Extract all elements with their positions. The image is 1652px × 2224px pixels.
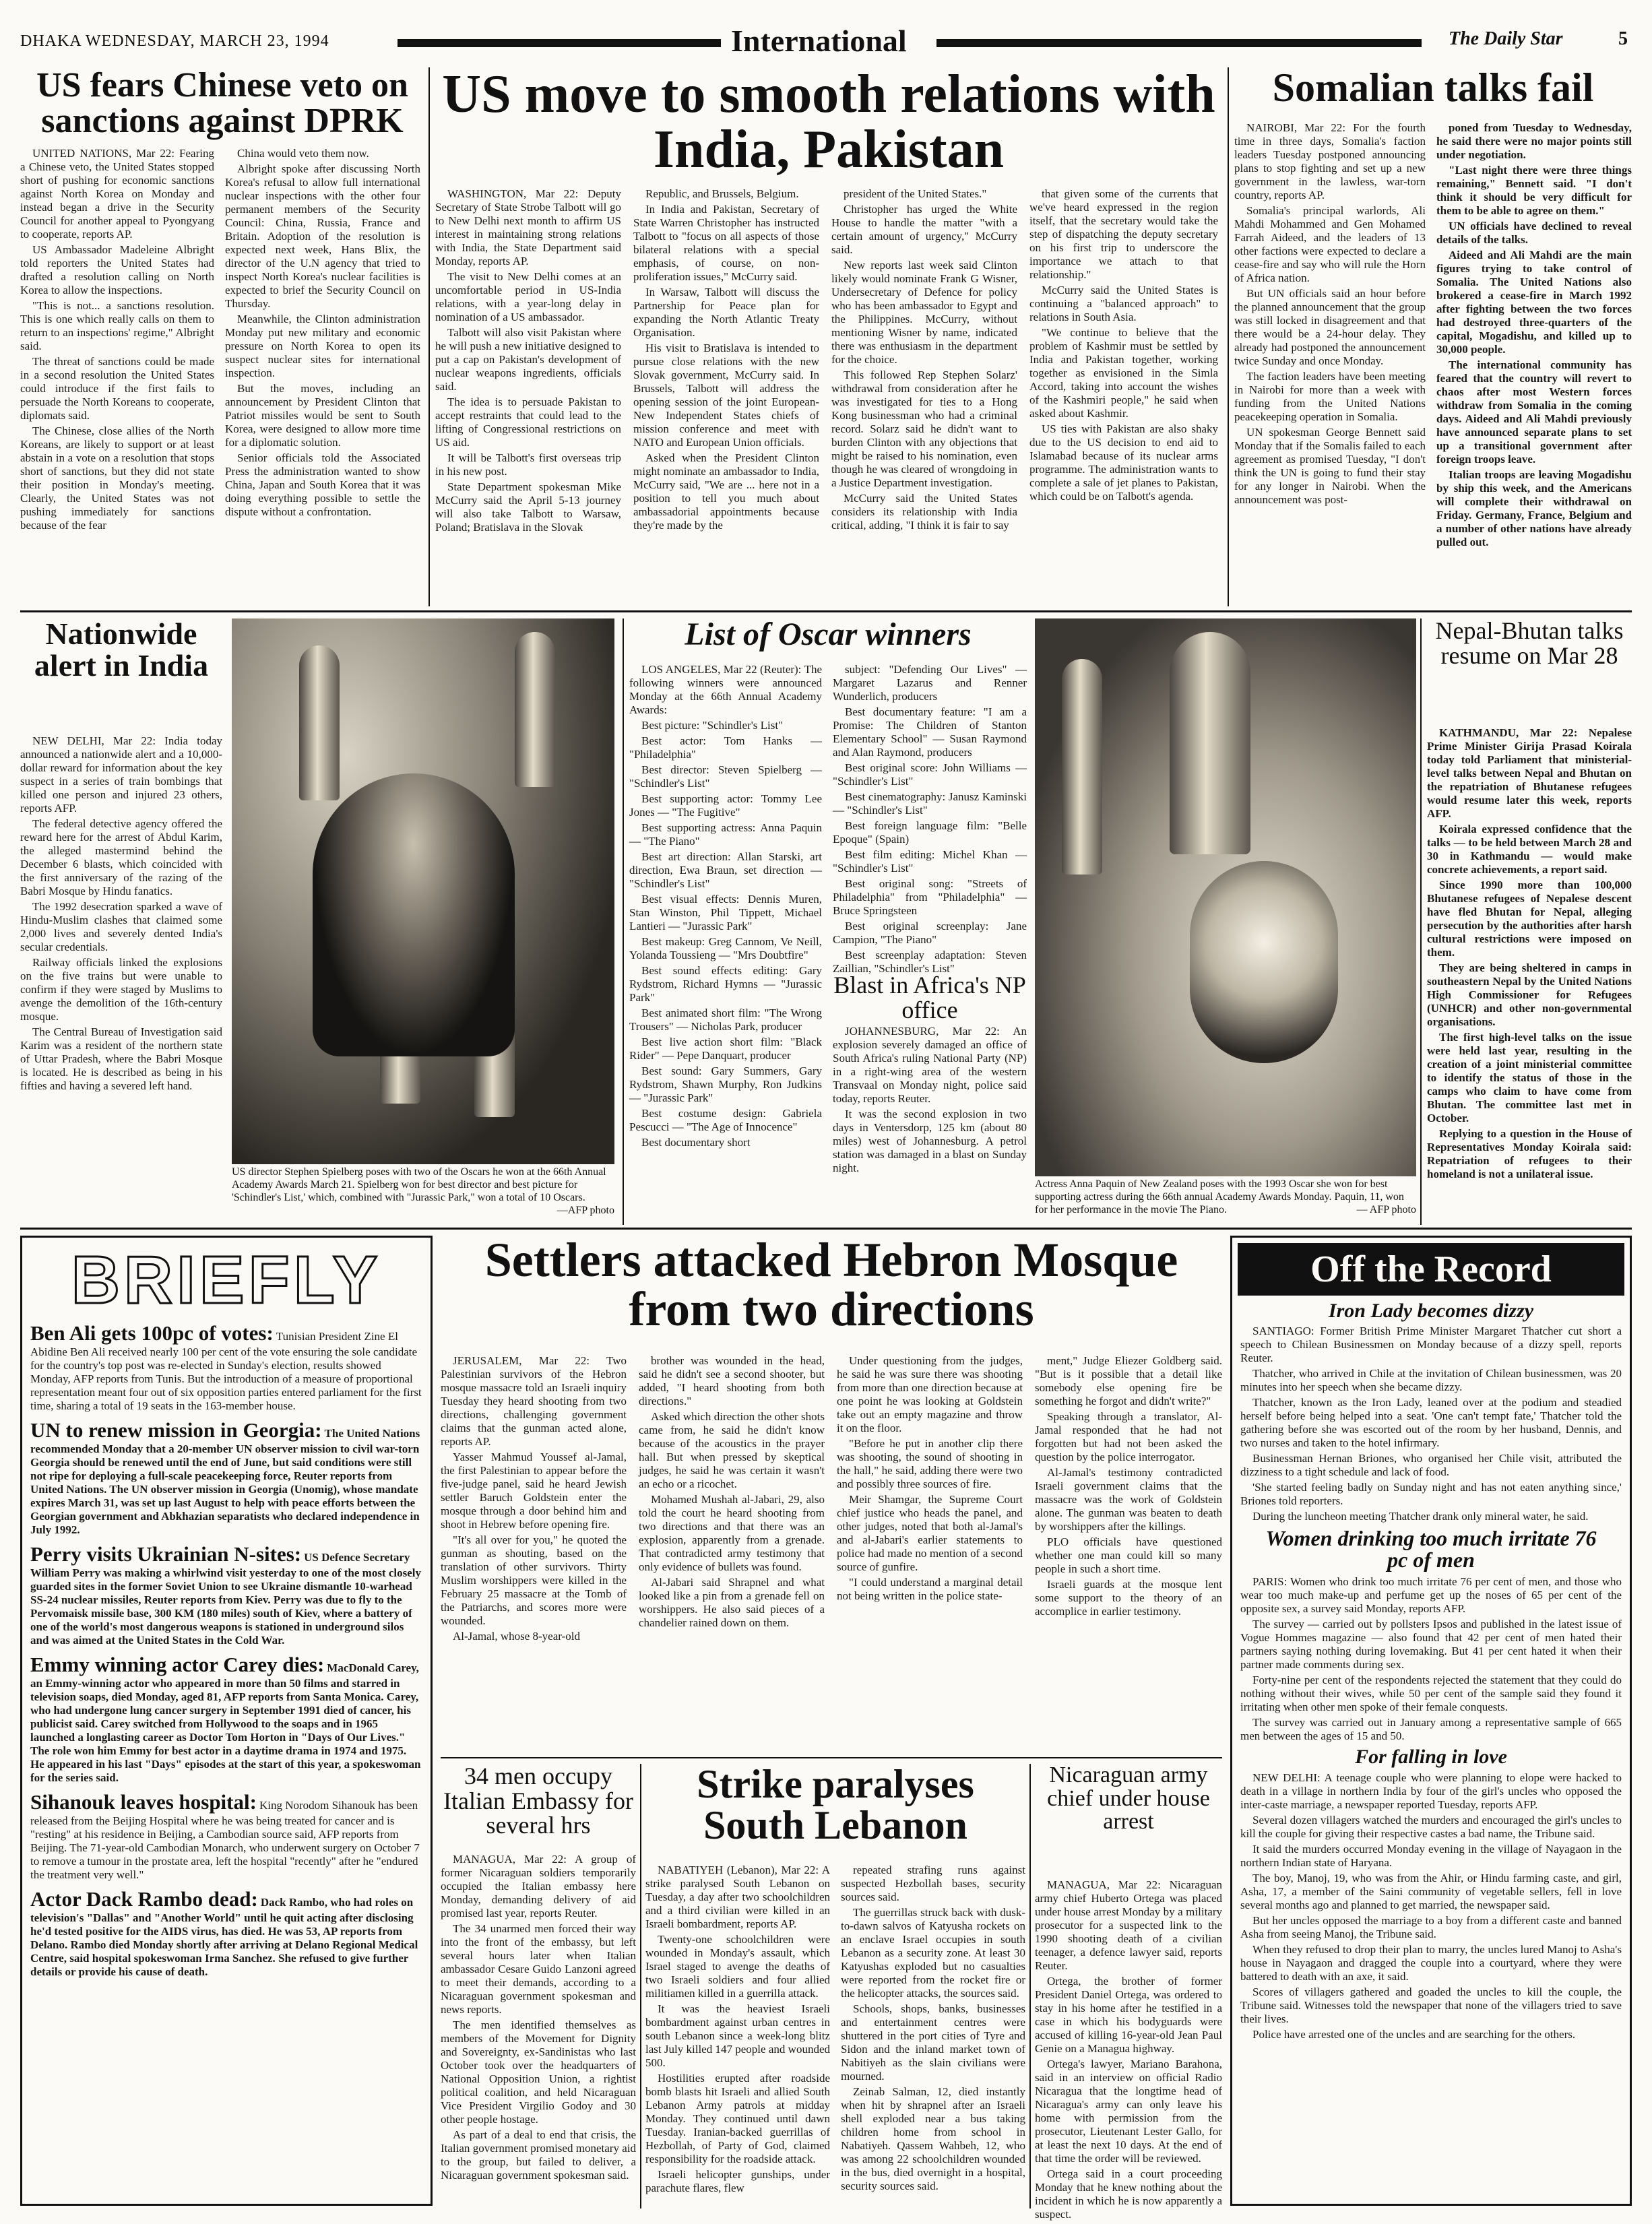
page-number: 5 (1618, 28, 1628, 49)
briefly-item: UN to renew mission in Georgia: The United Nations recommended Monday that a 20-member UN observer mission to civil war-torn Georgia should be renewed until the end of June, but said conditions were still not ripe for deploying a full-scale peacekeeping force, Reuter reports from United Nations. The UN observer mission in Georgia (Unomig), whose mandate expires March 31, was set up last August to help with peace efforts between the Georgian government and Abkhazian separatists who declared independence in July 1992. (30, 1418, 420, 1536)
oscar-list-headline: List of Oscar winners (685, 616, 972, 652)
off-record-box (1230, 1236, 1632, 2206)
blast-story: Blast in Africa's NP office JOHANNESBURG, Mar 22: An explosion severely damaged an office of South Africa's ruling National Party (NP) in a right-wing area of the western Transvaal on Monday night, police said today, reports Reuter. It was the second explosion in two days in Ventersdorp, 125 km (about 80 miles) west of Johannesburg. A petrol station was damaged in a blast on Sunday night. (833, 972, 1027, 1175)
nationwide-headline: Nationwide alert in India (34, 616, 209, 682)
briefly-item: Emmy winning actor Carey dies: MacDonald Carey, an Emmy-winning actor who appeared in more than 50 films and starred in television soaps, died Monday, aged 81, AFP reports from Santa Monica. Carey, who had undergone lung cancer surgery in September 1991 died of cancer, his publicist said. Carey switched from Hollywood to the soaps and in 1965 launched a longlasting career as Doctor Tom Horton in "Days of Our Lives." The role won him Emmy for best actor in a daytime drama in 1974 and 1975. He appeared in his last "Days" episodes at the start of this year, a spokeswoman for the series said. (30, 1653, 421, 1784)
briefly-item: Sihanouk leaves hospital: King Norodom Sihanouk has been released from the Beijing Hospital where he was being treated for cancer and is "resting" at his residence in Beijing, a Cambodian source said, AFP reports from Beijing. The 71-year-old Cambodian Monarch, who underwent surgery on October 7 to remove a tumour in the prostate area, left the hospital "recently" after he "endured the treatment very well." (30, 1790, 420, 1881)
dprk-story (20, 67, 424, 606)
column-rule (1228, 67, 1229, 606)
nationwide-body: NEW DELHI, Mar 22: India today announced a nationwide alert and a 10,000-dollar reward for information about the key suspect in a series of train bombings that killed one person and injured 23 others, reports AFP. The federal detective agency offered the reward here for the arrest of Abdul Karim, the alleged mastermind behind the December 6 blasts, which coincided with the first anniversary of the razing of the Babri Mosque by Hindu fanatics. The 1992 desecration sparked a wave of Hindu-Muslim clashes that claimed some 2,000 lives and severely dented India's secular credentials. Railway officials linked the explosions on the five trains but were unable to confirm if they were staged by Muslims to avenge the demolition of the 16th-century mosque. The Central Bureau of Investigation said Karim was a resident of the northern state of Uttar Pradesh, where the Babri Mosque is located. He is described as being in his fifties and having a severed left hand. (20, 734, 222, 1092)
hebron-headline: Settlers attacked Hebron Mosque from two directions (484, 1233, 1178, 1337)
lebanon-story (645, 1764, 1025, 2209)
briefly-item: Actor Dack Rambo dead: Dack Rambo, who had roles on television's "Dallas" and "Another World" until he quit acting after disclosing he'd tested positive for the AIDS virus, has died. He was 53, AP reports from Delano. Rambo died Monday shortly after arriving at Delano Regional Medical Centre, said hospital spokeswoman Irma Sanchez. She refused to give further details or provide his cause of death. (30, 1887, 418, 1978)
paquin-figure (1190, 861, 1338, 1063)
column-rule (1029, 1764, 1031, 2209)
ip-col3: president of the United States." Christopher has urged the White House to handle the matter "with a certain amount of urgency," McCurry said. New reports last week said Clinton likely would nominate Frank G Wisner, Undersecretary of Defence for policy who has been ambassador to Egypt and the Philippines. McCurry, without mentioning Wisner by name, indicated there was enthusiasm in the department for the choice. This followed Rep Stephen Solarz' withdrawal from consideration after he was investigated for ties to a Hong Kong businessman who had a criminal record. Solarz said he didn't want to burden Clinton with any objections that might be raised to his nomination, even though he was cleared of wrongdoing in a Justice Department investigation. McCurry said the United States considers its relationship with India critical, adding, "I think it is fair to say (831, 187, 1017, 532)
column-rule (428, 67, 430, 606)
dprk-col2 (225, 147, 420, 605)
hebron-col1: JERUSALEM, Mar 22: Two Palestinian survivors of the Hebron mosque massacre told an Israeli inquiry Tuesday they heard shooting from two directions, challenging government claims that the gunman acted alone, reports AP. Yasser Mahmud Youssef al-Jamal, the first Palestinian to appear before the five-judge panel, said he heard Jewish settler Baruch Goldstein enter the mosque through a door behind him and shoot in Hebrew before opening fire. "It's all over for you," he quoted the gunman as shouting, based on the translation of other survivors. Thirty Muslim worshippers were killed in the February 25 massacre at the Tomb of the Patriarchs, and scores more were wounded. Al-Jamal, whose 8-year-old (441, 1354, 627, 1643)
off-record-title: Off the Record (1238, 1243, 1624, 1296)
somalia-headline: Somalian talks fail (1272, 65, 1594, 110)
somalia-col1: NAIROBI, Mar 22: For the fourth time in three days, Somalia's faction leaders Tuesday postponed announcing plans to stop fighting and set up a new government in the lawless, war-torn country, reports AP. Somalia's principal warlords, Ali Mahdi Mohammed and Gen Mohamed Farrah Aideed, and the leaders of 13 other factions were expected to declare a cease-fire and say who will rule the Horn of Africa nation. But UN officials said an hour before the planned announcement that the group was still locked in disagreement and that there would be a 24-hour delay. They already had postponed the announcement twice Sunday and once Monday. The faction leaders have been meeting in Nairobi for more than a week with funding from the United Nations peacekeeping operation in Somalia. UN spokesman George Bennett said Monday that if the Somalis failed to each agreement as promised Tuesday, "I don't think the UN is going to fund their stay for any longer in Nairobi. When the announcement was post- (1234, 121, 1426, 506)
oscar-statuette-image (515, 632, 555, 787)
briefly-box (20, 1236, 433, 2206)
briefly-title: BRIEFLY (71, 1242, 382, 1318)
lebanon-headline: Strike paralyses South Lebanon (697, 1762, 974, 1848)
dprk-col1-text: UNITED NATIONS, Mar 22: Fearing a Chinese veto, the United States stopped short of pushing for economic sanctions against North Korea on Monday and instead began a drive in the Security Council for another appeal to Pyongyang to cooperate, reports AP. US Ambassador Madeleine Albright told reporters the United States had drafted a resolution calling on North Korea to allow the inspections. "This is not... a sanctions resolution. This is one which really calls on them to return to an inspections' regime," Albright said. The threat of sanctions could be made in a second resolution the United States could introduce if the first fails to persuade the North Koreans to cooperate, diplomats said. The Chinese, close allies of the North Koreans, are likely to support or at least abstain in a vote on a resolution that stops short of sanctions, but they did not state their position in Monday's meeting. Clearly, the United States was not pushing immediately for sanctions because of the fear (20, 147, 214, 532)
hebron-story (441, 1233, 1222, 1754)
nicaragua-headline: Nicaraguan army chief under house arrest (1047, 1762, 1210, 1835)
column-rule (623, 618, 624, 1225)
oscar-statuette-image (299, 645, 340, 800)
embassy-headline: 34 men occupy Italian Embassy for several hrs (443, 1762, 633, 1839)
nepal-headline: Nepal-Bhutan talks resume on Mar 28 (1435, 617, 1624, 669)
nationwide-story (20, 618, 222, 1225)
embassy-story (441, 1764, 636, 2209)
section-divider (441, 1757, 1222, 1758)
section-rule-right (936, 39, 1422, 47)
oscar-col1: LOS ANGELES, Mar 22 (Reuter): The following winners were announced Monday at the 66th Annual Academy Awards: Best picture: "Schindler's List" Best actor: Tom Hanks — "Philadelphia" Best director: Steven Spielberg — "Schindler's List" Best supporting actor: Tommy Lee Jones — "The Fugitive" Best supporting actress: Anna Paquin — "The Piano" Best art direction: Allan Starski, art direction, Ewa Braun, set direction — "Schindler's List" Best visual effects: Dennis Muren, Stan Winston, Phil Tippett, Michael Lantieri — "Jurassic Park" Best makeup: Greg Cannom, Ve Neill, Yolanda Toussieng — "Mrs Doubtfire" Best sound effects editing: Gary Rydstrom, Richard Hymns — "Jurassic Park" Best animated short film: "The Wrong Trousers" — Nicholas Park, producer Best live action short film: "Black Rider" — Pepe Danquart, producer Best sound: Gary Summers, Gary Rydstrom, Shawn Murphy, Ron Judkins — "Jurassic Park" Best costume design: Gabriela Pescucci — "The Age of Innocence" Best documentary short (629, 663, 822, 1149)
section-divider (20, 1228, 1632, 1230)
blast-headline: Blast in Africa's NP office (833, 972, 1026, 1023)
dateline: DHAKA WEDNESDAY, MARCH 23, 1994 (20, 32, 329, 50)
oscar-statuette-image (1170, 632, 1250, 854)
lebanon-col2: repeated strafing runs against suspected Hezbollah bases, security sources said. The guerrillas struck back with dusk-to-dawn salvos of Katyusha rockets on an enclave Israel occupies in south Lebanon as a security zone. At least 30 Katyushas exploded but no casualties were reported from the rocket fire or the helicopter attacks, the sources said. Schools, shops, banks, businesses and entertainment centres were shuttered in the port cities of Tyre and Sidon and the inland market town of Nabitiyeh as the slain civilians were mourned. Zeinab Salman, 12, died instantly when hit by shrapnel after an Israeli shell exploded near a bus taking children home from school in Nabatiyeh. Qassem Wahbeh, 12, who was among 22 schoolchildren wounded in the bus, died overnight in a hospital, security sources said. (841, 1864, 1025, 2192)
india-pakistan-story (435, 67, 1222, 606)
oscar-col2: subject: "Defending Our Lives" — Margaret Lazarus and Renner Wunderlich, producers Best documentary feature: "I am a Promise: The Children of Stanton Elementary School" — Susan Raymond and Alan Raymond, producers Best original score: John Williams — "Schindler's List" Best cinematography: Janusz Kaminski — "Schindler's List" Best foreign language film: "Belle Epoque" (Spain) Best film editing: Michel Khan — "Schindler's List" Best original song: "Streets of Philadelphia" from "Philadelphia" — Bruce Springsteen Best original screenplay: Jane Campion, "The Piano" Best screenplay adaptation: Steven Zaillian, "Schindler's List" (833, 663, 1027, 975)
dprk-col2-text: China would veto them now. Albright spoke after discussing North Korea's refusal to allow full international nuclear inspections with the other four permanent members of the Security Council: China, Russia, France and Britain. Adoption of the resolution is expected next week, Hans Blix, the director of the U.N agency that tried to inspect North Korea's nuclear facilities is expected to brief the Security Council on Thursday. Meanwhile, the Clinton administration Monday put new military and economic pressure on North Korea to open its suspect nuclear sites for international inspection. But the moves, including an announcement by President Clinton that Patriot missiles would be sent to South Korea, were designed to allow more time for a diplomatic solution. Senior officials told the Associated Press the administration wanted to show China, Japan and South Korea that it was doing everything possible to settle the dispute without a confrontation. (225, 147, 420, 518)
hebron-col2: brother was wounded in the head, said he didn't see a second shooter, but added, "I heard shooting from both directions." Asked which direction the other shots came from, he said he didn't know because of the acoustics in the prayer hall. But when pressed by skeptical judges, he said he was certain it wasn't an echo or a ricochet. Mohamed Mushah al-Jabari, 29, also told the court he heard shooting from two directions and that there was an explosion, apparently from a grenade. That contradicted army testimony that only evidence of bullets was found. Al-Jabari said Shrapnel and what looked like a pin from a grenade fell on worshippers. He also said pieces of a chandelier rained down on them. (639, 1354, 825, 1629)
somalia-story (1234, 67, 1632, 606)
nepal-body: KATHMANDU, Mar 22: Nepalese Prime Minister Girija Prasad Koirala today told Parliament that ministerial-level talks between Nepal and Bhutan on the repatriation of Bhutanese refugees would resume later this week, reports AFP. Koirala expressed confidence that the talks — to be held between March 28 and 30 in Kathmandu — would make concrete achievements, a report said. Since 1990 more than 100,000 Bhutanese refugees of Nepalese descent have fled Bhutan for Nepal, alleging persecution by the authorities after harsh cultural restrictions were imposed on them. They are being sheltered in camps in southeastern Nepal by the United Nations High Commissioner for Refugees (UNHCR) and other non-governmental organisations. The first high-level talks on the issue were held last year, resulting in the creation of a joint ministerial committee to identify the status of those in the camps who claim to have come from Bhutan. The committee last met in October. Replying to a question in the House of Representatives Monday Koirala said: Repatriation of refugees to their homeland is not a unilateral issue. (1427, 726, 1632, 1180)
ip-col2: Republic, and Brussels, Belgium. In India and Pakistan, Secretary of State Warren Christopher has instructed Talbott to "focus on all aspects of those bilateral relations with a special emphasis, of course, on non-proliferation issues," McCurry said. In Warsaw, Talbott will discuss the Partnership for Peace plan for expanding the North Atlantic Treaty Organisation. His visit to Bratislava is intended to pursue close relations with the new Slovak government, McCurry said. In Brussels, Talbott will address the opening session of the joint European-New Independent States chiefs of mission conference and meet with NATO and European Union officials. Asked when the President Clinton might nominate an ambassador to India, McCurry said, "We are ... here not in a position to tell you much about ambassadorial appointments because they're made by the (633, 187, 819, 532)
column-rule (1420, 618, 1422, 1225)
off-record-story: Iron Lady becomes dizzy SANTIAGO: Former British Prime Minister Margaret Thatcher cut short a speech to Chilean Businessmen on Monday because of a dizzy spell, reports Reuter. Thatcher, who arrived in Chile at the invitation of Chilean businessmen, was 20 minutes into her speech when she became dizzy. Thatcher, known as the Iron Lady, leaned over at the podium and steadied herself before being helped into a seat. 'One can't tempt fate,' Thatcher told the gathering before she was escorted out of the room by her husband, Dennis, and two nurses and taken to the hotel infirmary. Businessman Hernan Briones, who organised her Chile visit, attributed the dizziness to a tight schedule and lack of food. 'She started feeling badly on Sunday night and has not eaten anything since,' Briones told reporters. During the luncheon meeting Thatcher drank only mineral water, he said. (1240, 1300, 1622, 1523)
spielberg-caption: US director Stephen Spielberg poses with two of the Oscars he won at the 66th Annual Academy Awards March 21. Spielberg won for best director and best picture for 'Schindler's List,' which, combined with "Jurassic Park," won a total of 10 Oscars. —AFP photo (232, 1166, 614, 1216)
ip-col1: WASHINGTON, Mar 22: Deputy Secretary of State Strobe Talbott will go to New Delhi next month to affirm US interest in maintaining strong relations with India, the State Department said Monday, reports AP. The visit to New Delhi comes at an uncomfortable period in US-India relations, with a year-long delay in nomination of a US ambassador. Talbott will also visit Pakistan where he will push a new initiative designed to put a cap on Pakistan's development of nuclear weapons ingredients, officials said. The idea is to persuade Pakistan to accept restraints that could lead to the lifting of Congressional restrictions on US aid. It will be Talbott's first overseas trip in his new post. State Department spokesman Mike McCurry said the April 5-13 journey will also take Talbott to Warsaw, Poland; Bratislava in the Slovak (435, 187, 621, 534)
somalia-col2: poned from Tuesday to Wednesday, he said there were no major points still under negotiation. "Last night there were three things remaining," Bennett said. "I don't think it should be very difficult for them to be able to agree on them." UN officials have declined to reveal details of the talks. Aideed and Ali Mahdi are the main figures trying to take control of Somalia. The United Nations also brokered a cease-fire in March 1992 after fighting between the two forces had destroyed three-quarters of the capital, Mogadishu, and killed up to 30,000 people. The international community has feared that the country will revert to chaos after most Western forces withdraw from Somalia in the coming days. Aideed and Ali Mahdi previously have announced separate plans to set up a transitional government after foreign troops leave. Italian troops are leaving Mogadishu by ship this week, and the Americans will complete their withdrawal on Friday. Germany, France, Belgium and a number of other nations have already pulled out. (1436, 121, 1632, 548)
dprk-col1 (20, 147, 214, 605)
column-rule (640, 1764, 641, 2209)
off-record-story: Women drinking too much irritate 76 pc of men PARIS: Women who drink too much irritate 76 per cent of men, and those who wear too much make-up and perfume get up the noses of 65 per cent of the opposite sex, a survey said Monday, reports AFP. The survey — carried out by pollsters Ipsos and published in the latest issue of Vogue Hommes magazine — also found that 42 per cent of men hated their partners saying nothing during lovemaking. But 41 per cent hated it when their partner made comments during sex. Forty-nine per cent of the respondents rejected the statement that they could do nothing without their wives, while 50 per cent of the sample said they found it irritating when other men spoke of their female conquests. The survey was carried out in January among a representative sample of 665 men between the ages of 15 and 50. (1240, 1525, 1622, 1742)
off-record-story: For falling in love NEW DELHI: A teenage couple who were planning to elope were hacked to death in a village in northern India by four of the girl's uncles who opposed the inter-caste marriage, a newspaper reported Tuesday, reports AFP. Several dozen villagers watched the murders and encouraged the girl's uncles to kill the couple for giving their respective castes a bad name, the Tribune said. It said the murders occurred Monday evening in the village of Nayagaon in the northern Indian state of Haryana. The boy, Manoj, 19, who was from the Ahir, or Hindu farming caste, and girl, Asha, 17, a member of the Saini community of vegetable sellers, fell in love several months ago and planned to get married, the newspaper said. But her uncles opposed the marriage to a boy from a different caste and banned Asha from seeing Manoj, the Tribune said. When they refused to drop their plan to marry, the uncles lured Manoj to Asha's house in Nayagaon and dragged the couple into a courtyard, where they were battered to death with an axe, it said. Scores of villagers gathered and goaded the uncles to kill the couple, the Tribune said. Witnesses told the newspaper that none of the villagers tried to save their lives. Police have arrested one of the uncles and are searching for the others. (1240, 1745, 1622, 2041)
india-pakistan-headline: US move to smooth relations with India, Pakistan (442, 65, 1215, 179)
spielberg-figure (313, 773, 515, 1056)
paquin-caption: Actress Anna Paquin of New Zealand poses with the 1993 Oscar she won for best supporting actress during the 66th annual Academy Awards Monday. Paquin, 11, won for her performance in the movie The Piano. — AFP photo (1035, 1178, 1416, 1215)
briefly-item: Ben Ali gets 100pc of votes: Tunisian President Zine El Abidine Ben Ali received nearly 100 per cent of the vote ensuring the sole candidate for the country's top post was re-elected in Sunday's election, results showed Monday, AFP reports from Tunis. But the introduction of a measure of proportional representation meant four out of six opposition parties entered parliament for the first time, sharing a total of 19 seats in the 163-member house. (30, 1321, 422, 1412)
paquin-photo (1035, 618, 1416, 1176)
masthead (20, 24, 1632, 58)
nicaragua-story (1035, 1762, 1222, 2221)
dprk-headline: US fears Chinese veto on sanctions against DPRK (36, 66, 408, 141)
oscar-statuette-image (1062, 659, 1102, 875)
briefly-item: Perry visits Ukrainian N-sites: US Defence Secretary William Perry was making a whirlwind visit yesterday to one of the most closely guarded sites in the former Soviet Union to see Ukraine dismantle 10-warhead SS-24 nuclear missiles, Reuter reports from Kiev. Perry was due to fly to the Pervomaisk missile base, 300 KM (180 miles) south of Kiev, where a battery of one of the world's most dangerous weapons is stationed in underground silos and was aimed at the United States in the Cold War. (30, 1542, 422, 1647)
section-title: International (731, 24, 907, 58)
nicaragua-body: MANAGUA, Mar 22: Nicaraguan army chief Huberto Ortega was placed under house arrest Monday by a military prosecutor for a suspected link to the 1990 shooting death of a civilian teenager, a defence lawyer said, reports Reuter. Ortega, the brother of former President Daniel Ortega, was ordered to stay in his home after he testified in a case in which his bodyguards were accused of killing 16-year-old Jean Paul Genie on a Managua highway. Ortega's lawyer, Mariano Barahona, said in an interview on official Radio Nicaragua that the longtime head of Nicaragua's army can only leave his home with permission from the prosecutor, Lieutenant Lester Gallo, for at least the next 10 days. At the end of that time the order will be reviewed. Ortega said in a court proceeding Monday that he knew nothing about the incident in which he is now apparently a suspect. (1035, 1878, 1222, 2221)
paper-name: The Daily Star (1449, 28, 1563, 49)
spielberg-photo (232, 618, 614, 1164)
hebron-col3: Under questioning from the judges, he said he was sure there was shooting from more than one direction because at one point he was looking at Goldstein take out an empty magazine and throw it on the floor. "Before he put in another clip there was shooting, the sound of shooting in the hall," he said, adding there were two and possibly three sources of fire. Meir Shamgar, the Supreme Court chief justice who heads the panel, and other judges, noted that both al-Jamal's and al-Jabari's earlier statements to police had made no mention of a second source of gunfire. "I could understand a marginal detail not being written in the police state- (837, 1354, 1023, 1602)
lebanon-col1: NABATIYEH (Lebanon), Mar 22: A strike paralysed South Lebanon on Tuesday, a day after two schoolchildren and a third civilian were killed in an Israeli bombardment, reports AP. Twenty-one schoolchildren were wounded in Monday's assault, which Israel staged to avenge the deaths of two Israeli soldiers and four allied militiamen killed in a guerrilla attack. It was the heaviest Israeli bombardment against urban centres in south Lebanon since a week-long blitz last July killed 147 people and wounded 500. Hostilities erupted after roadside bomb blasts hit Israeli and allied South Lebanon Army patrols at midday Monday. They continued until dawn Tuesday. Iranian-backed guerrillas of Hezbollah, of Party of God, claimed responsibility for the roadside attack. Israeli helicopter gunships, under parachute flares, flew (645, 1864, 830, 2194)
nepal-story (1427, 618, 1632, 1225)
section-rule-left (398, 39, 721, 47)
hebron-col4: ment," Judge Eliezer Goldberg said. "But is it possible that a detail like somebody else opening fire be something he forgot and didn't write?" Speaking through a translator, Al-Jamal responded that he had not forgotten but had not been asked the question by the police interrogator. Al-Jamal's testimony contradicted Israeli government claims that the massacre was the work of Goldstein alone. The gunman was beaten to death by worshippers after the killings. PLO officials have questioned whether one man could kill so many people in such a short time. Israeli guards at the mosque lent some support to the theory of an accomplice in earlier testimony. (1035, 1354, 1222, 1618)
ip-col4: that given some of the currents that we've heard expressed in the region itself, that the secretary would take the step of dispatching the deputy secretary on his first trip to underscore the importance we attach to that relationship." McCurry said the United States is continuing a "balanced approach" to relations in South Asia. "We continue to believe that the problem of Kashmir must be settled by India and Pakistan together, working together as envisioned in the Simla Accord, taking into account the wishes of the Kashmiri people," he said when asked about Kashmir. US ties with Pakistan are also shaky due to the US decision to end aid to Islamabad because of its nuclear arms programme. The administration wants to complete a sale of jet planes to Pakistan, which could be on Talbott's agenda. (1029, 187, 1218, 503)
oscar-list-story (629, 618, 1027, 1225)
section-divider (20, 610, 1632, 612)
embassy-body: MANAGUA, Mar 22: A group of former Nicaraguan soldiers temporarily occupied the Italian embassy here Monday, demanding delivery of aid promised last year, reports Reuter. The 34 unarmed men forced their way into the front of the embassy, but left several hours later when Italian ambassador Cesare Guido Lanzoni agreed to meet their demands, according to a Nicaraguan government spokesman and news reports. The men identified themselves as members of the Movement for Dignity and Sovereignty, ex-Sandinistas who last October took over the headquarters of National Opposition Union, a rightist political coalition, and held Nicaraguan Vice President Virgilio Godoy and 30 other people hostage. As part of a deal to end that crisis, the Italian government promised monetary aid to the group, but failed to deliver, a Nicaraguan government spokesman said. (441, 1853, 636, 2182)
